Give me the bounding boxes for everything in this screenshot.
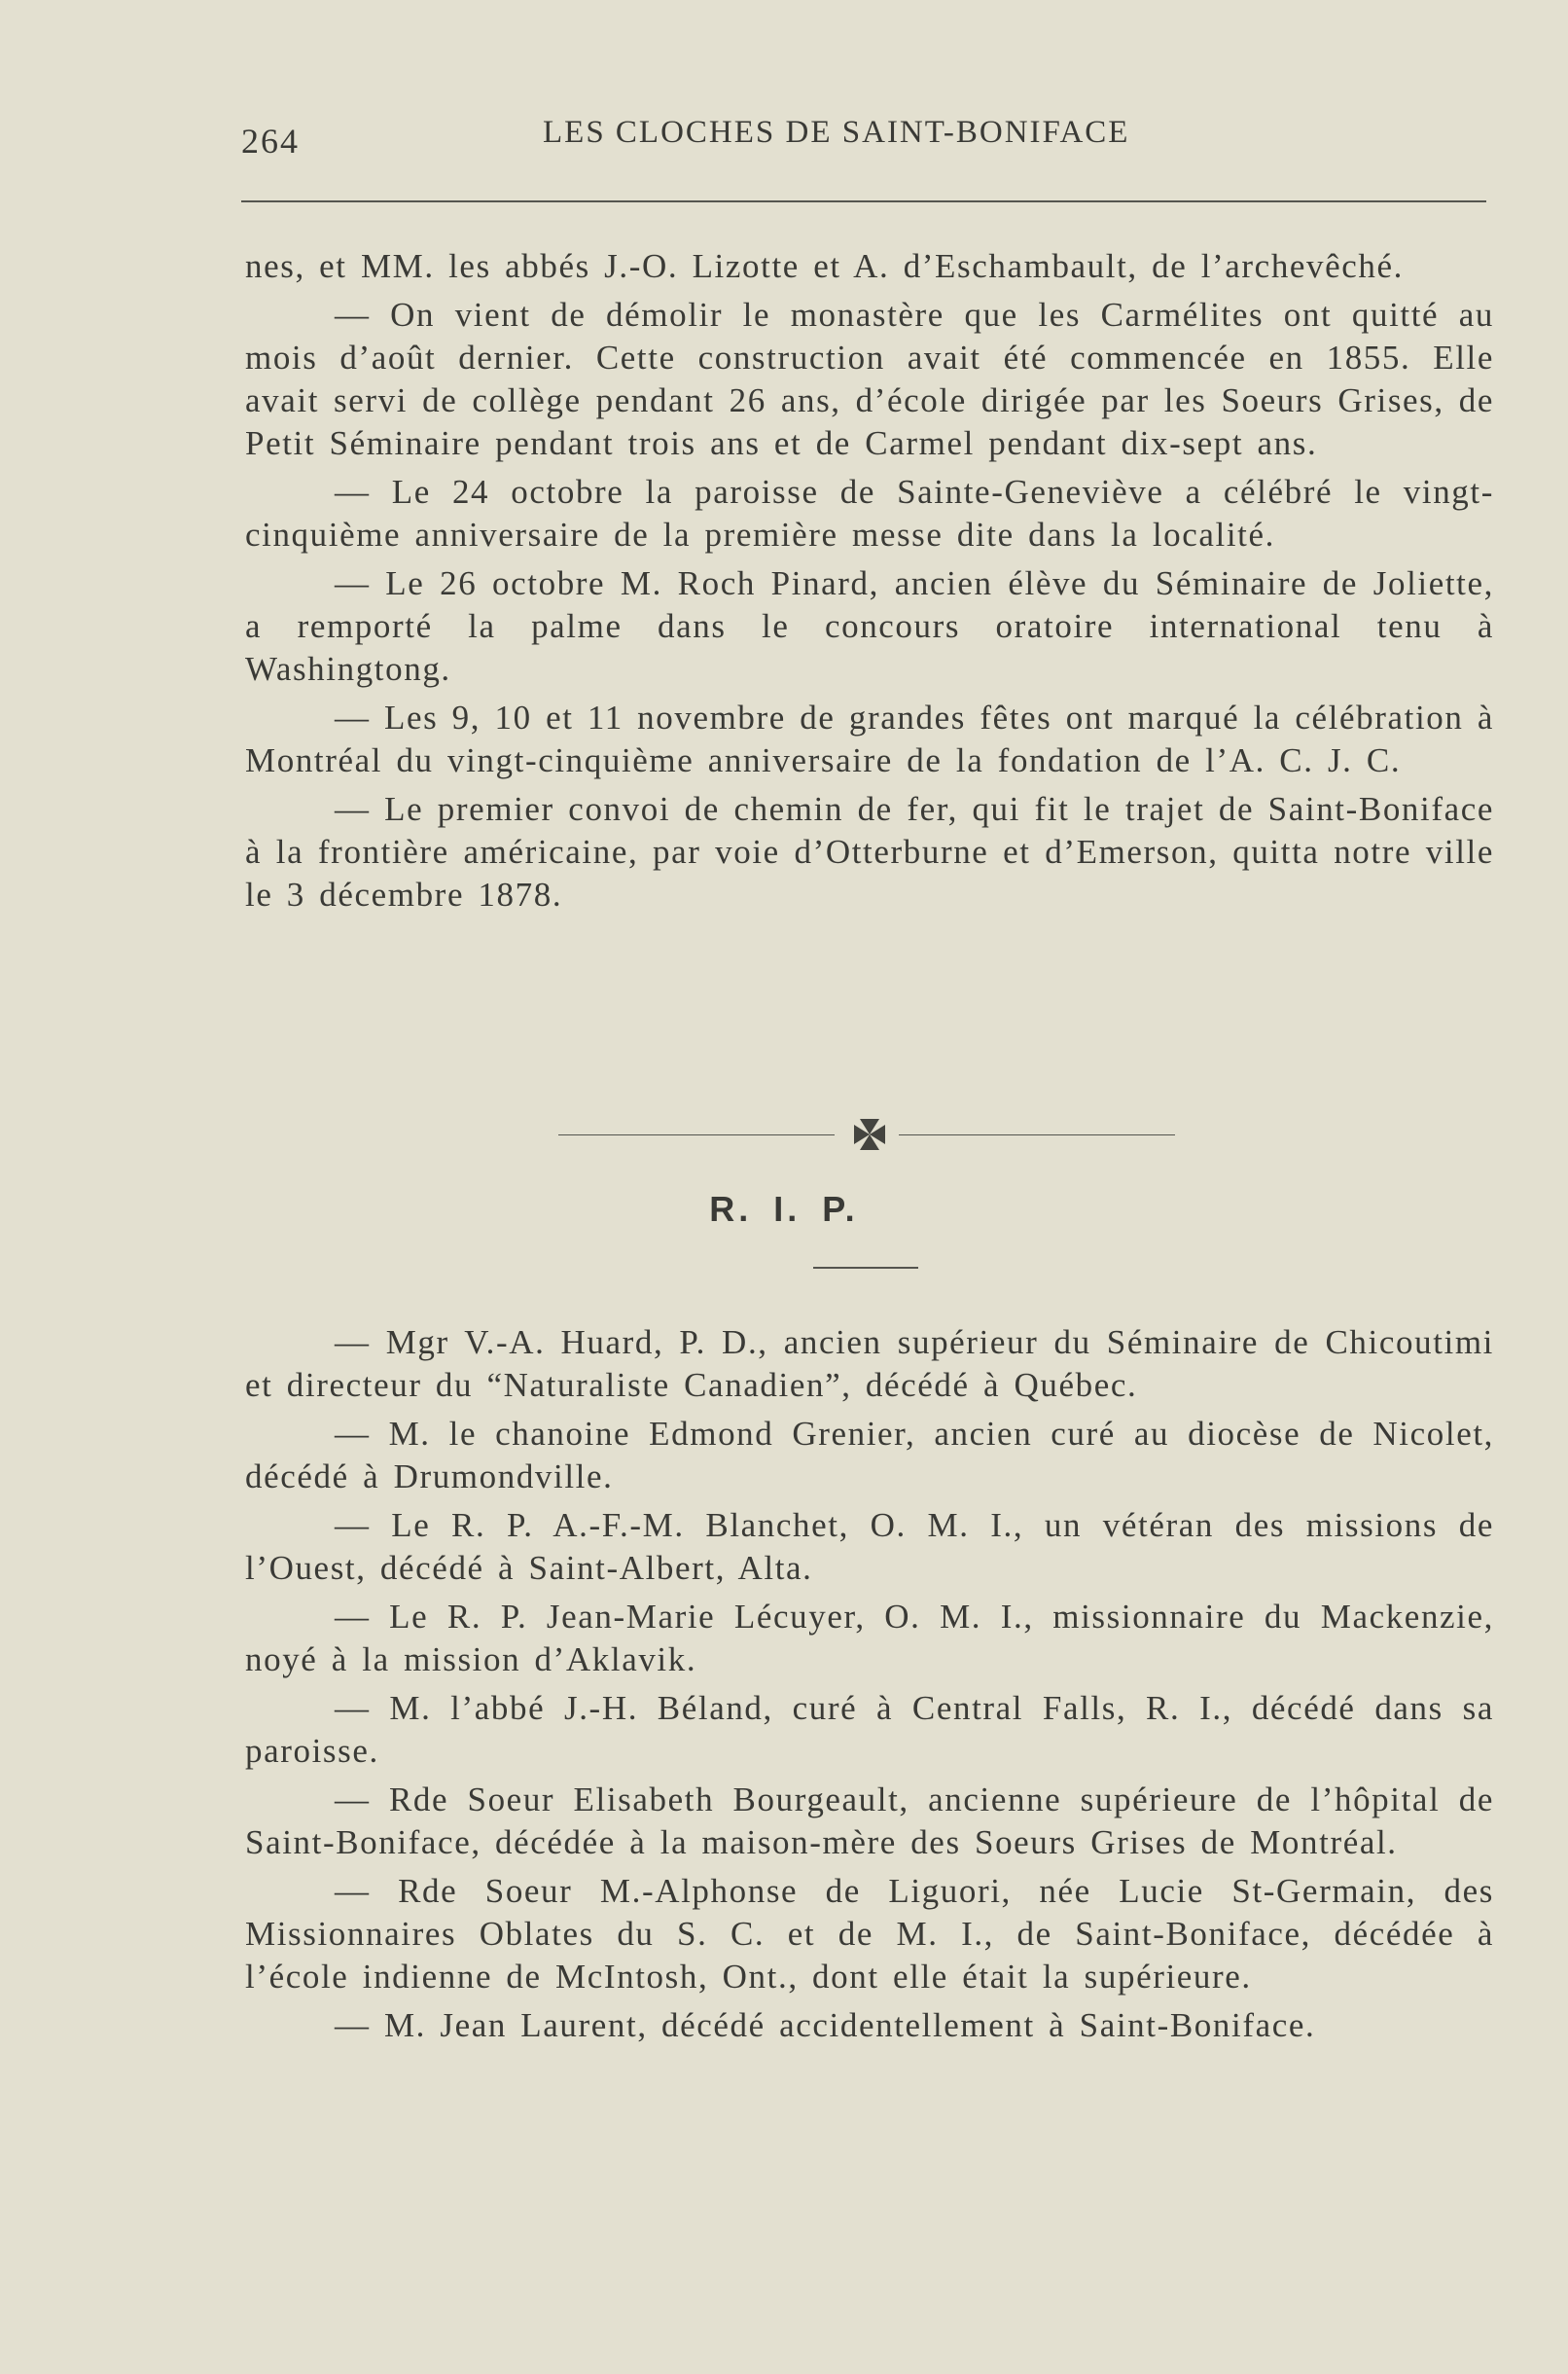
divider-line-left bbox=[558, 1134, 835, 1135]
obituary-entry: — Mgr V.-A. Huard, P. D., ancien supérieur du Séminaire de Chicoutimi et directeur du “Naturaliste Canadien”, décédé à Québec. bbox=[245, 1323, 1494, 1404]
chronicle-paragraph: — Les 9, 10 et 11 novembre de grandes fêtes ont marqué la célébration à Montréal du vingt-cinquième anniversaire de la fondation de l’A. C. J. C. bbox=[245, 699, 1494, 779]
obituary-entry: — M. le chanoine Edmond Grenier, ancien curé au diocèse de Nicolet, décédé à Drumondville. bbox=[245, 1415, 1494, 1495]
rip-heading: R. I. P. bbox=[709, 1189, 859, 1229]
header-rule bbox=[241, 200, 1486, 202]
chronicle-paragraph: nes, et MM. les abbés J.-O. Lizotte et A. d’Eschambault, de l’archevêché. bbox=[245, 247, 1405, 285]
running-title: LES CLOCHES DE SAINT-BONIFACE bbox=[543, 115, 1130, 150]
obituary-entry: — Rde Soeur Elisabeth Bourgeault, ancienne supérieure de l’hôpital de Saint-Boniface, décédée à la maison-mère des Soeurs Grises de Montréal. bbox=[245, 1780, 1494, 1861]
chronicle-paragraph: — Le premier convoi de chemin de fer, qui fit le trajet de Saint-Boniface à la frontière américaine, par voie d’Otterburne et d’Emerson, quitta notre ville le 3 décembre 1878. bbox=[245, 790, 1494, 914]
obituary-list bbox=[245, 1321, 1494, 2053]
obituary-entry: — M. l’abbé J.-H. Béland, curé à Central Falls, R. I., décédé dans sa paroisse. bbox=[245, 1689, 1494, 1770]
obituary-entry: — Le R. P. Jean-Marie Lécuyer, O. M. I., missionnaire du Mackenzie, noyé à la mission d’Aklavik. bbox=[245, 1598, 1494, 1678]
obituary-entry: — M. Jean Laurent, décédé accidentellement à Saint-Boniface. bbox=[335, 2006, 1316, 2044]
chronicle-section bbox=[245, 245, 1494, 922]
obituary-entry: — Le R. P. A.-F.-M. Blanchet, O. M. I., un vétéran des missions de l’Ouest, décédé à Saint-Albert, Alta. bbox=[245, 1506, 1494, 1587]
cross-ornament-icon bbox=[850, 1115, 889, 1154]
rip-heading-rule bbox=[813, 1267, 918, 1269]
page-number: 264 bbox=[241, 122, 300, 161]
chronicle-paragraph: — On vient de démolir le monastère que les Carmélites ont quitté au mois d’août dernier. Cette construction avait été commencée en 1855. Elle avait servi de collège pendant 26 ans, d’école dirigée par les Soeurs Grises, de Petit Séminaire pendant trois ans et de Carmel pendant dix-sept ans. bbox=[245, 296, 1494, 462]
chronicle-paragraph: — Le 24 octobre la paroisse de Sainte-Geneviève a célébré le vingt-cinquième anniversaire de la première messe dite dans la localité. bbox=[245, 473, 1494, 554]
chronicle-paragraph: — Le 26 octobre M. Roch Pinard, ancien élève du Séminaire de Joliette, a remporté la palme dans le concours oratoire international tenu à Washingtong. bbox=[245, 564, 1494, 688]
obituary-entry: — Rde Soeur M.-Alphonse de Liguori, née Lucie St-Germain, des Missionnaires Oblates du S. C. et de M. I., de Saint-Boniface, décédée à l’école indienne de McIntosh, Ont., dont elle était la supérieure. bbox=[245, 1872, 1494, 1996]
running-header bbox=[241, 115, 1486, 163]
section-divider bbox=[558, 1115, 1181, 1154]
divider-line-right bbox=[899, 1134, 1175, 1135]
